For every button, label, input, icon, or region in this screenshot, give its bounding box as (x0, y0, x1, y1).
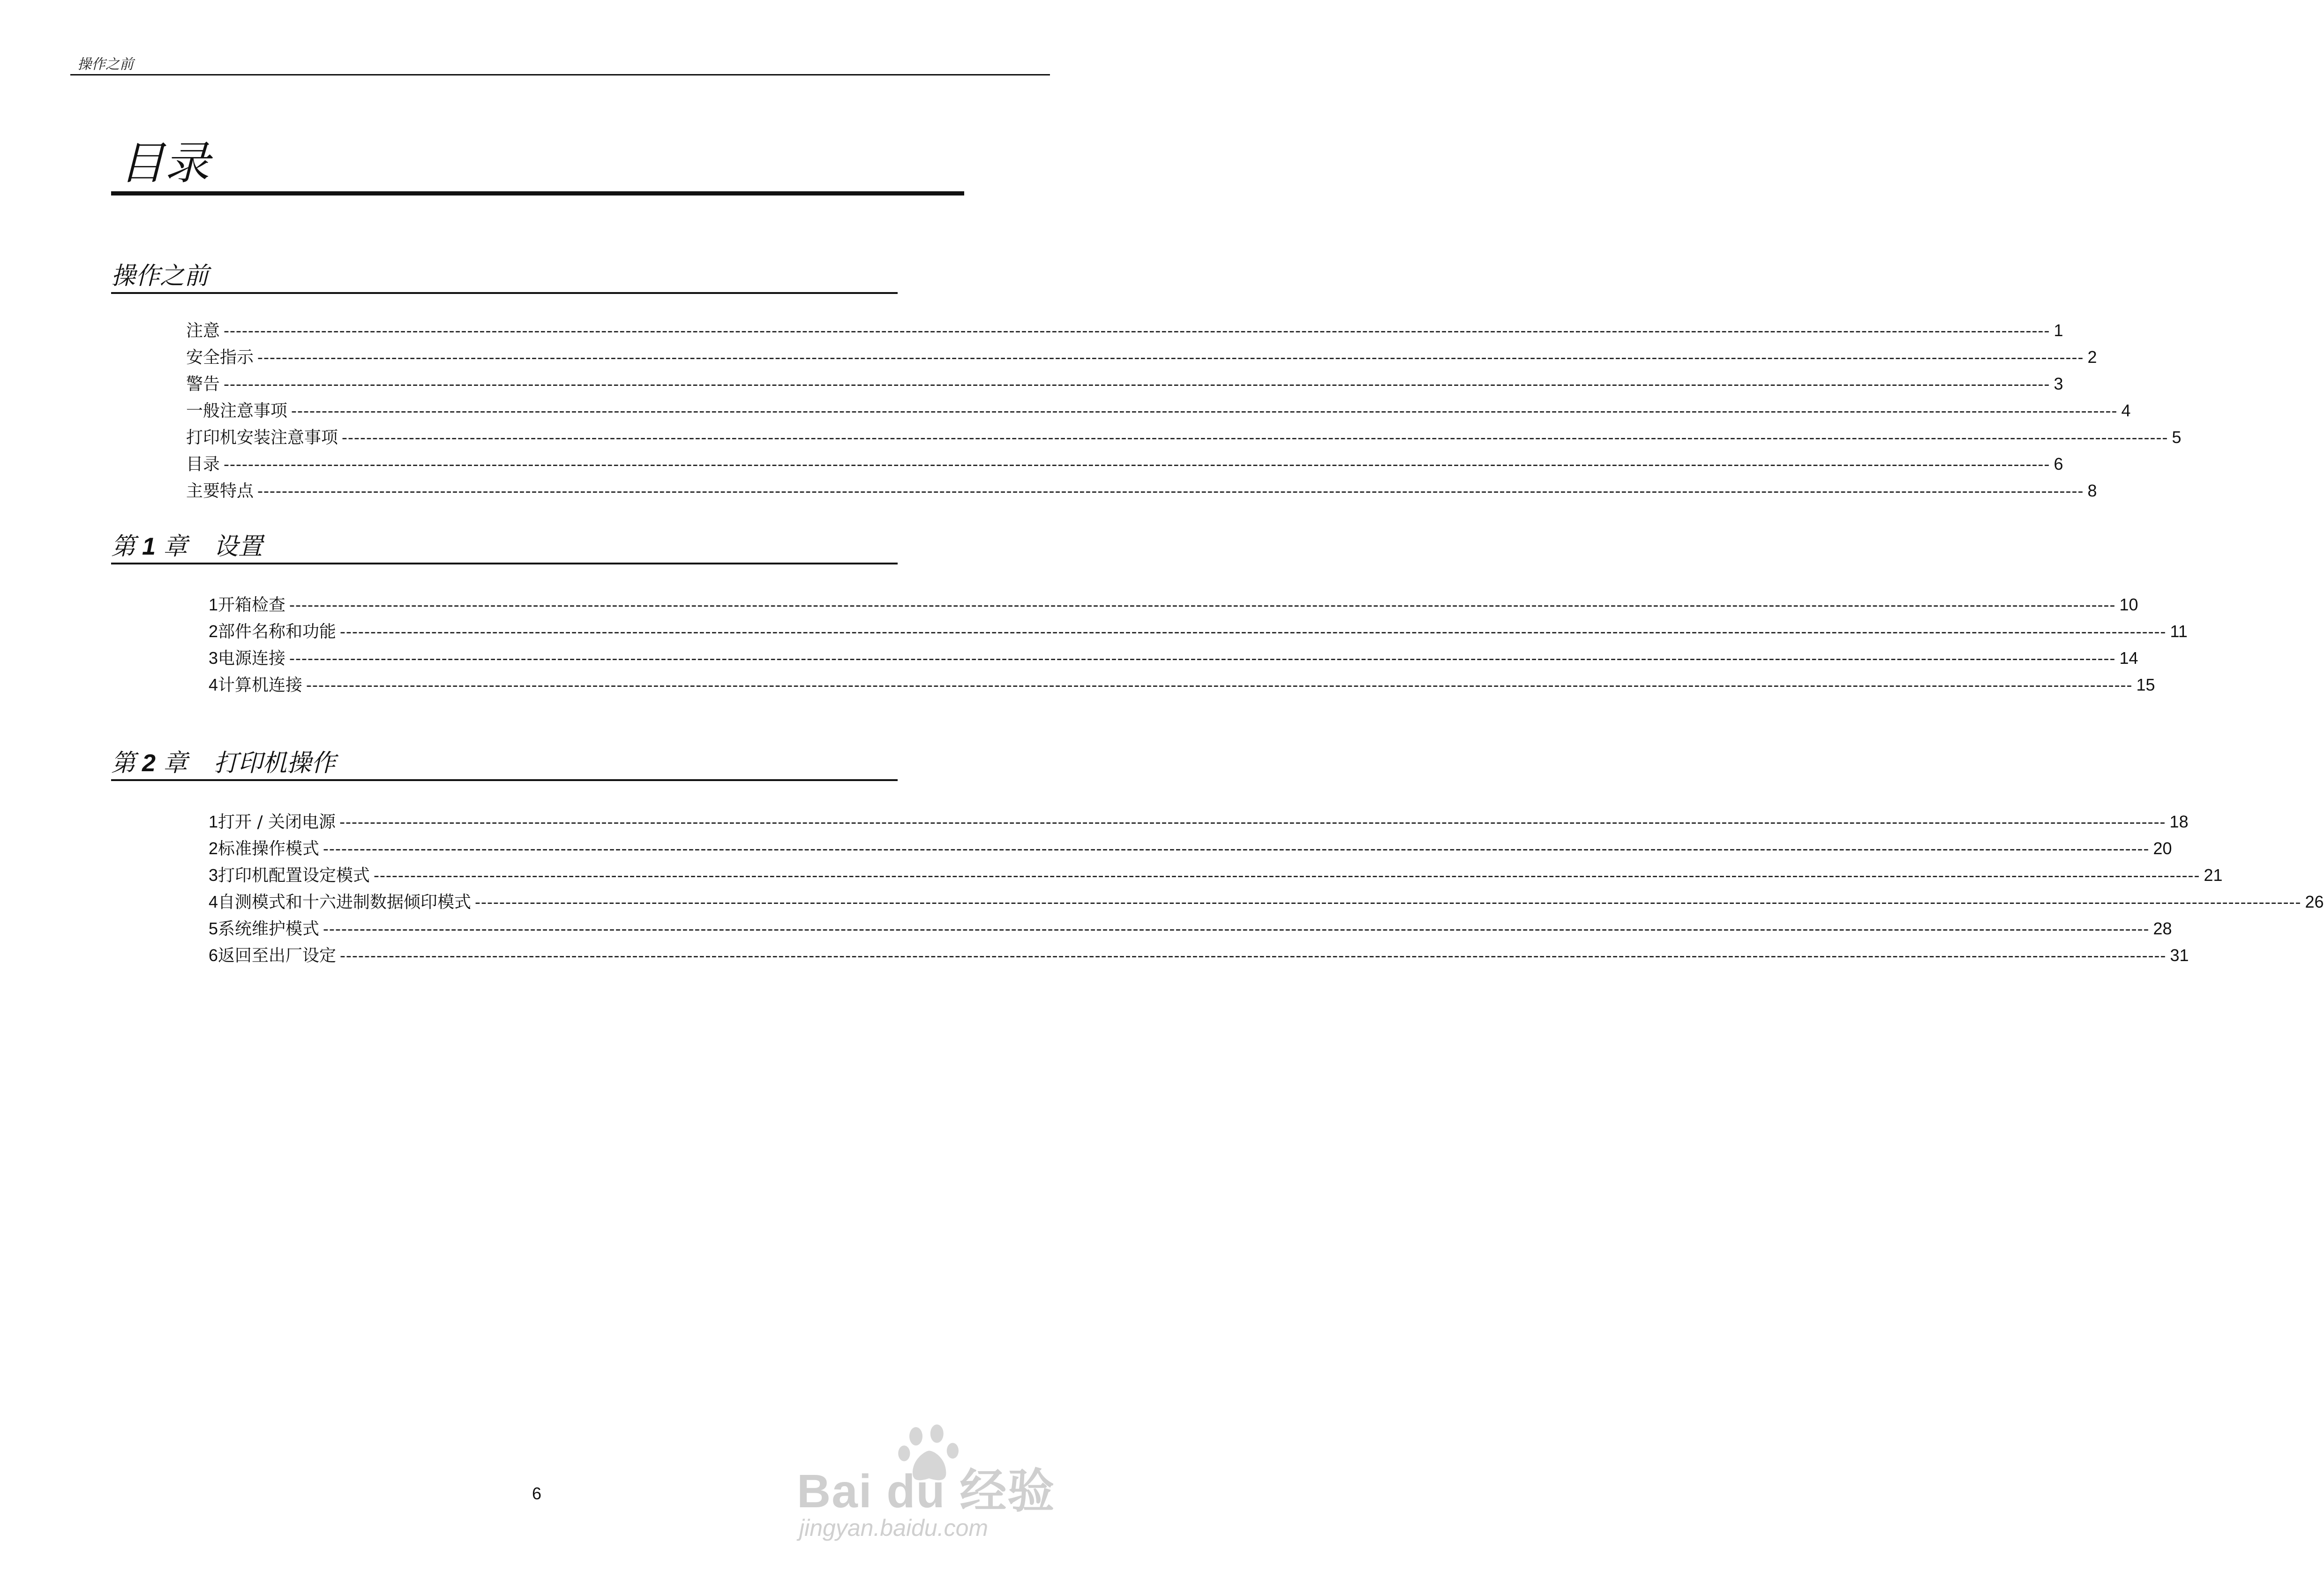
page-number: 6 (532, 1484, 542, 1503)
toc-entry-text: 返回至出厂设定 (218, 946, 337, 965)
toc-entry-page: 28 (2153, 919, 2172, 938)
section-heading-chapter-2 (111, 743, 898, 781)
toc-entry-number: 3 (209, 648, 218, 668)
toc-entry-page: 31 (2170, 946, 2189, 965)
toc-leader: ------------------------------------------------------------------------------------------------------------------------------------------------------------------------------------------------------------------------------------------------------------------------------------------------------------ (374, 865, 2200, 885)
toc-entry[interactable] (209, 889, 2324, 916)
toc-entry-number: 6 (209, 946, 218, 965)
toc-leader: ------------------------------------------------------------------------------------------------------------------------------------------------------------------------------------------------------------------------------------------------------------------------------------------------------------ (475, 892, 2302, 911)
header-rule (70, 74, 1050, 75)
section-heading-before-operation (111, 256, 898, 294)
toc-entry[interactable] (209, 862, 2223, 889)
toc-entry-page: 4 (2121, 401, 2131, 420)
toc-entry-text: 计算机连接 (218, 676, 303, 695)
toc-leader: ------------------------------------------------------------------------------------------------------------------------------------------------------------------------------------------------------------------------------------------------------------------------------------------------------------ (289, 595, 2116, 614)
toc-entry-page: 18 (2169, 812, 2189, 831)
toc-list-chapter-2 (209, 809, 2324, 969)
section-heading-chapter-1 (111, 526, 898, 564)
toc-entry-text: 打印机配置设定模式 (218, 866, 370, 885)
toc-entry-text: 安全指示 (186, 348, 254, 367)
toc-entry-number: 5 (209, 919, 218, 938)
toc-leader: ------------------------------------------------------------------------------------------------------------------------------------------------------------------------------------------------------------------------------------------------------------------------------------------------------------ (306, 675, 2133, 694)
toc-list-before-operation (186, 317, 2182, 504)
toc-list-chapter-1 (209, 592, 2188, 699)
chapter-word: 章 (163, 533, 187, 561)
toc-entry-text: 一般注意事项 (186, 401, 288, 421)
toc-entry[interactable] (209, 916, 2172, 942)
toc-entry-page: 1 (2054, 321, 2063, 340)
toc-entry-text: 部件名称和功能 (218, 622, 337, 641)
section-title: 操作之前 (111, 262, 209, 290)
toc-entry-page: 6 (2054, 454, 2063, 474)
toc-entry[interactable] (209, 942, 2189, 969)
toc-entry-text: 开箱检查 (218, 595, 286, 615)
toc-entry-number: 2 (209, 839, 218, 858)
toc-entry[interactable] (186, 424, 2182, 451)
toc-entry-text: 注意 (186, 321, 220, 340)
toc-entry-text: 自测模式和十六进制数据倾印模式 (218, 893, 472, 912)
toc-entry[interactable] (186, 451, 2063, 478)
toc-entry[interactable] (209, 835, 2172, 862)
baidu-jingyan-watermark (797, 1421, 1059, 1552)
chapter-word: 章 (163, 749, 187, 777)
toc-entry-number: 1 (209, 812, 218, 831)
toc-leader: ------------------------------------------------------------------------------------------------------------------------------------------------------------------------------------------------------------------------------------------------------------------------------------------------------------ (224, 454, 2050, 474)
toc-entry[interactable] (209, 672, 2155, 699)
toc-entry[interactable] (186, 317, 2063, 344)
toc-entry[interactable] (209, 592, 2138, 618)
toc-leader: ------------------------------------------------------------------------------------------------------------------------------------------------------------------------------------------------------------------------------------------------------------------------------------------------------------ (340, 622, 2167, 641)
toc-entry-number: 2 (209, 622, 218, 641)
toc-entry[interactable] (209, 618, 2188, 645)
toc-entry-page: 10 (2119, 595, 2138, 614)
toc-entry-page: 21 (2204, 865, 2223, 885)
toc-entry-text: 警告 (186, 375, 220, 394)
toc-entry-page: 8 (2087, 481, 2097, 500)
toc-entry-text: 电源连接 (218, 649, 286, 668)
toc-leader: ------------------------------------------------------------------------------------------------------------------------------------------------------------------------------------------------------------------------------------------------------------------------------------------------------------ (291, 401, 2118, 420)
watermark-site-text: jingyan.baidu.com (799, 1515, 989, 1541)
page-title: 目录 (120, 137, 210, 189)
toc-entry[interactable] (186, 398, 2131, 424)
toc-leader: ------------------------------------------------------------------------------------------------------------------------------------------------------------------------------------------------------------------------------------------------------------------------------------------------------------ (224, 374, 2050, 393)
toc-entry-number: 4 (209, 892, 218, 911)
toc-entry-text: 打开 / 关闭电源 (218, 812, 336, 832)
toc-entry-number: 1 (209, 595, 218, 614)
toc-entry-text: 系统维护模式 (218, 919, 320, 939)
toc-leader: ------------------------------------------------------------------------------------------------------------------------------------------------------------------------------------------------------------------------------------------------------------------------------------------------------------ (323, 919, 2150, 938)
toc-entry-page: 26 (2305, 892, 2324, 911)
toc-leader: ------------------------------------------------------------------------------------------------------------------------------------------------------------------------------------------------------------------------------------------------------------------------------------------------------------ (257, 347, 2084, 367)
watermark-logo-text: Bai du 经验 (797, 1465, 1056, 1518)
toc-leader: ------------------------------------------------------------------------------------------------------------------------------------------------------------------------------------------------------------------------------------------------------------------------------------------------------------ (339, 812, 2166, 831)
chapter-label: 第 (111, 533, 136, 561)
toc-entry-number: 4 (209, 675, 218, 694)
toc-leader: ------------------------------------------------------------------------------------------------------------------------------------------------------------------------------------------------------------------------------------------------------------------------------------------------------------ (342, 428, 2168, 447)
toc-leader: ------------------------------------------------------------------------------------------------------------------------------------------------------------------------------------------------------------------------------------------------------------------------------------------------------------ (340, 946, 2167, 965)
toc-entry-page: 2 (2087, 347, 2097, 367)
toc-entry-number: 3 (209, 865, 218, 885)
toc-entry-text: 打印机安装注意事项 (186, 428, 338, 447)
toc-entry-text: 标准操作模式 (218, 839, 320, 858)
toc-entry[interactable] (209, 645, 2138, 672)
toc-entry-page: 14 (2119, 648, 2138, 668)
toc-entry[interactable] (186, 478, 2097, 504)
toc-entry[interactable] (186, 344, 2097, 371)
toc-entry[interactable] (186, 371, 2063, 398)
chapter-number: 2 (142, 750, 156, 777)
chapter-label: 第 (111, 749, 136, 777)
toc-entry-page: 20 (2153, 839, 2172, 858)
toc-entry-page: 5 (2172, 428, 2182, 447)
toc-entry-text: 主要特点 (186, 481, 254, 501)
toc-leader: ------------------------------------------------------------------------------------------------------------------------------------------------------------------------------------------------------------------------------------------------------------------------------------------------------------ (323, 839, 2150, 858)
toc-leader: ------------------------------------------------------------------------------------------------------------------------------------------------------------------------------------------------------------------------------------------------------------------------------------------------------------ (224, 321, 2050, 340)
section-title: 设置 (213, 533, 262, 561)
toc-entry[interactable] (209, 809, 2189, 835)
toc-entry-page: 3 (2054, 374, 2063, 393)
toc-entry-page: 15 (2136, 675, 2155, 694)
title-rule (111, 191, 964, 195)
section-title: 打印机操作 (213, 749, 336, 777)
toc-leader: ------------------------------------------------------------------------------------------------------------------------------------------------------------------------------------------------------------------------------------------------------------------------------------------------------------ (257, 481, 2084, 500)
toc-entry-text: 目录 (186, 455, 220, 474)
running-header: 操作之前 (77, 56, 134, 73)
toc-entry-page: 11 (2170, 622, 2188, 641)
toc-leader: ------------------------------------------------------------------------------------------------------------------------------------------------------------------------------------------------------------------------------------------------------------------------------------------------------------ (289, 648, 2116, 668)
chapter-number: 1 (142, 533, 156, 560)
